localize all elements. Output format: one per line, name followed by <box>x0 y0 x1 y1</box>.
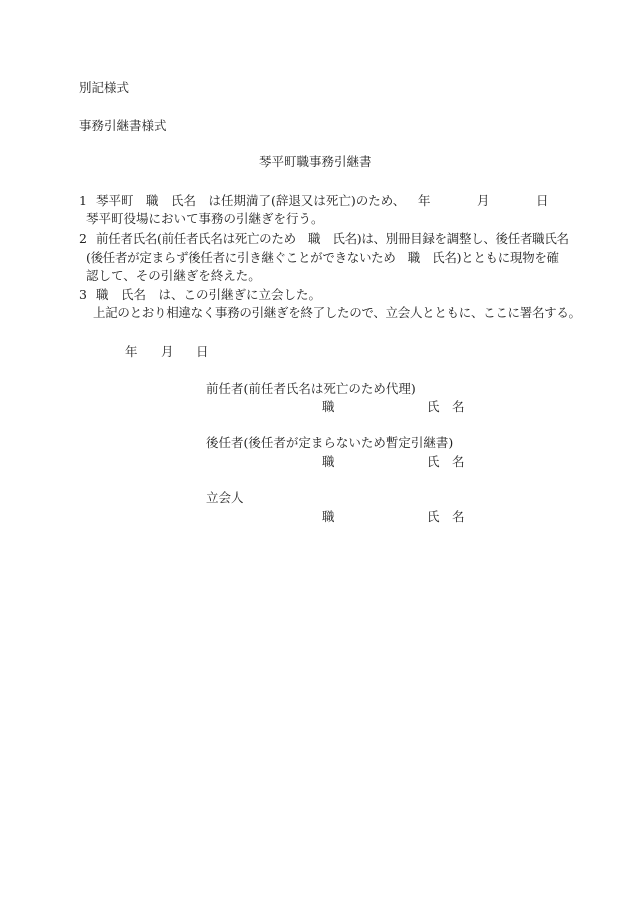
predecessor-name: 氏 名 <box>427 399 465 414</box>
successor-position: 職 <box>322 454 335 469</box>
clause-3-line-1: 職 氏名 は、この引継ぎに立会した。 <box>96 287 322 302</box>
predecessor-position: 職 <box>322 399 335 414</box>
clause-1-line-2: 琴平町役場において事務の引継ぎを行う。 <box>86 211 324 226</box>
witness-label: 立会人 <box>206 490 244 505</box>
clause-1-number: 1 <box>79 193 87 208</box>
clause-2-number: 2 <box>79 231 87 246</box>
date-day: 日 <box>196 344 209 359</box>
clause-1-line-1: 琴平町 職 氏名 は任期満了(辞退又は死亡)のため、 <box>96 193 406 208</box>
predecessor-label: 前任者(前任者氏名は死亡のため代理) <box>206 381 416 396</box>
clause-2-line-3: 認して、その引継ぎを終えた。 <box>86 268 261 283</box>
clause-2-line-2: (後任者が定まらず後任者に引き継ぐことができないため 職 氏名)とともに現物を確 <box>86 250 559 265</box>
witness-name: 氏 名 <box>427 509 465 524</box>
clause-2-line-1: 前任者氏名(前任者氏名は死亡のため 職 氏名)は、別冊目録を調整し、後任者職氏名 <box>96 231 569 246</box>
clause-1-month: 月 <box>477 193 490 208</box>
date-year: 年 <box>125 344 138 359</box>
successor-name: 氏 名 <box>427 454 465 469</box>
date-month: 月 <box>161 344 174 359</box>
form-name: 事務引継書様式 <box>79 118 167 133</box>
successor-label: 後任者(後任者が定まらないため暫定引継書) <box>206 435 454 450</box>
clause-1-day: 日 <box>536 193 549 208</box>
closing-statement: 上記のとおり相違なく事務の引継ぎを終了したので、立会人とともに、ここに署名する。 <box>93 305 581 320</box>
clause-3-number: 3 <box>79 287 87 302</box>
witness-position: 職 <box>322 509 335 524</box>
annex-label: 別記様式 <box>79 80 130 95</box>
document-title: 琴平町職事務引継書 <box>259 154 372 169</box>
clause-1-year: 年 <box>418 193 431 208</box>
